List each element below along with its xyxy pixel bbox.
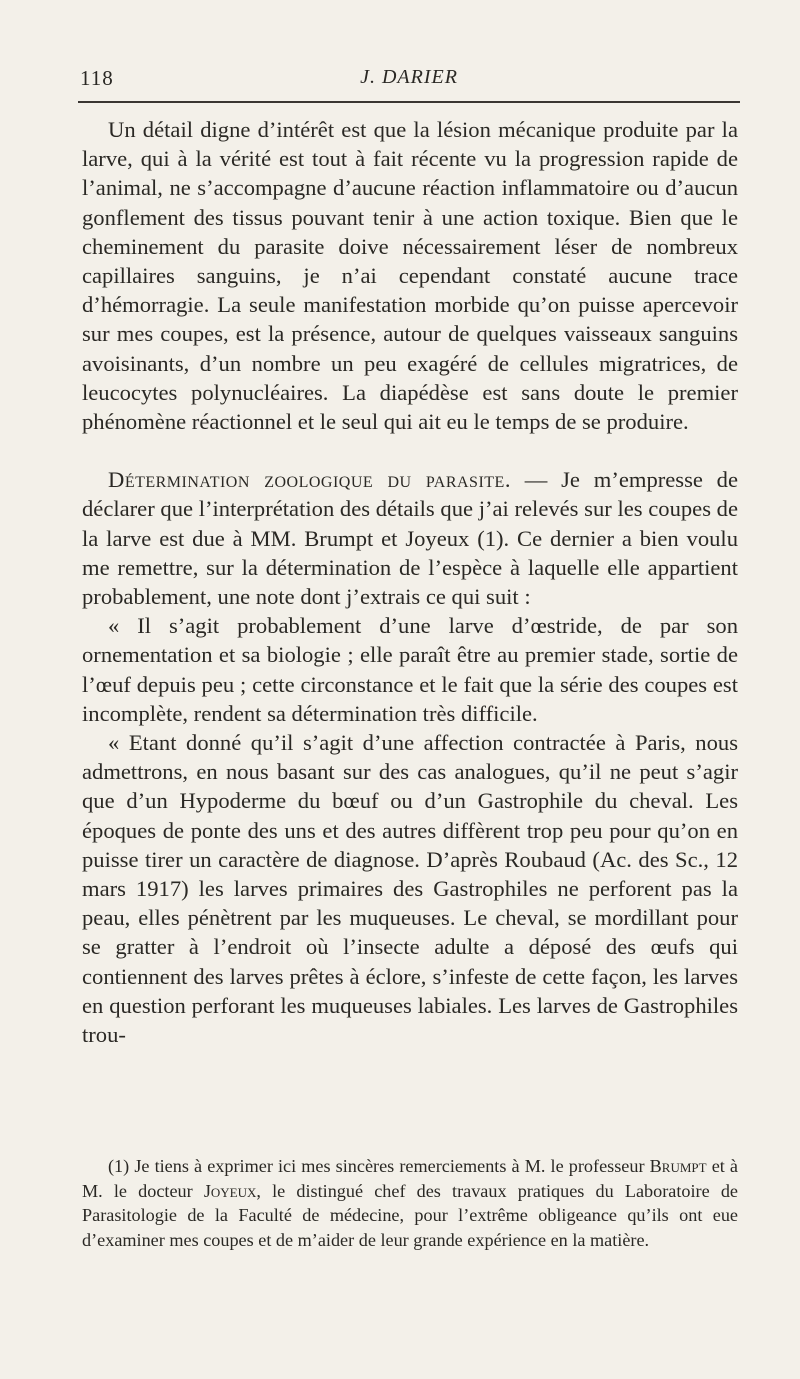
footnote-name-joyeux: Joyeux bbox=[203, 1180, 257, 1201]
paragraph-quote-affection: « Etant donné qu’il s’agit d’une affection contractée à Paris, nous admettrons, en nous basant sur des cas analogues, qu’il ne peut s’agir que d’un Hypoderme du bœuf ou d’un Gastrophile du cheval. Les époques de ponte des uns et des autres diffèrent trop peu pour qu’on en puisse tirer un caractère de diagnose. D’après Roubaud (Ac. des Sc., 12 mars 1917) les larves primaires des Gastrophiles ne perforent pas la peau, elles pénètrent par les muqueuses. Le cheval, se mordillant pour se gratter à l’endroit où l’insecte adulte a déposé des œufs qui contiennent des larves prêtes à éclore, s’infeste de cette façon, les larves en question perforant les muqueuses labiales. Les larves de Gastrophiles trou- bbox=[82, 730, 738, 1048]
page-header bbox=[80, 66, 738, 96]
paragraph-lesion: Un détail digne d’intérêt est que la lésion mécanique produite par la larve, qui à la vérité est tout à fait récente vu la progression rapide de l’animal, ne s’accompagne d’aucune réaction inflammatoire ou d’aucun gonflement des tissus pouvant tenir à une action toxique. Bien que le cheminement du parasite doive nécessairement léser de nombreux capillaires sanguins, je n’ai cependant constaté aucune trace d’hémorragie. La seule manifestation morbide qu’on puisse apercevoir sur mes coupes, est la présence, autour de quelques vaisseaux sanguins avoisinants, d’un nombre un peu exagéré de cellules migratrices, de leucocytes polynucléaires. La diapédèse est sans doute le premier phénomène réactionnel et le seul qui ait eu le temps de se produire. bbox=[82, 117, 738, 435]
paragraph-determination-text: — Je m’empresse de déclarer que l’interprétation des détails que j’ai relevés sur les coupes de la larve est due à MM. Brumpt et Joyeux (1). Ce dernier a bien voulu me remettre, sur la détermination de l’espèce à laquelle elle appartient probablement, une note dont j’extrais ce qui suit : bbox=[82, 467, 739, 610]
footnote-part-1: (1) Je tiens à exprimer ici mes sincères remerciements à M. le professeur bbox=[108, 1156, 650, 1176]
page-number: 118 bbox=[80, 66, 114, 90]
footnote-part-3: , le distingué chef des travaux pratiques du Laboratoire de Parasitologie de la Faculté de médecine, pour l’extrême obligeance qu’ils ont eue d’examiner mes coupes et de m’aider de leur grande expérience en la matière. bbox=[82, 1180, 738, 1250]
header-rule bbox=[78, 101, 740, 103]
footnote-text bbox=[82, 1154, 738, 1252]
footnote bbox=[82, 1154, 738, 1252]
footnote-name-brumpt: Brumpt bbox=[649, 1156, 707, 1176]
paragraph-quote-larva: « Il s’agit probablement d’une larve d’œstride, de par son ornementation et sa biologie ; elle paraît être au premier stade, sortie de l’œuf depuis peu ; cette circonstance et le fait que la série des coupes est incomplète, rendent sa détermination très difficile. bbox=[82, 613, 738, 726]
paragraph-determination bbox=[82, 465, 738, 611]
footnote-part-2: et à M. le docteur bbox=[82, 1156, 738, 1201]
body-text bbox=[82, 115, 738, 1049]
running-head: J. DARIER bbox=[360, 66, 458, 88]
section-title: Détermination zoologique du parasite. bbox=[108, 467, 511, 493]
